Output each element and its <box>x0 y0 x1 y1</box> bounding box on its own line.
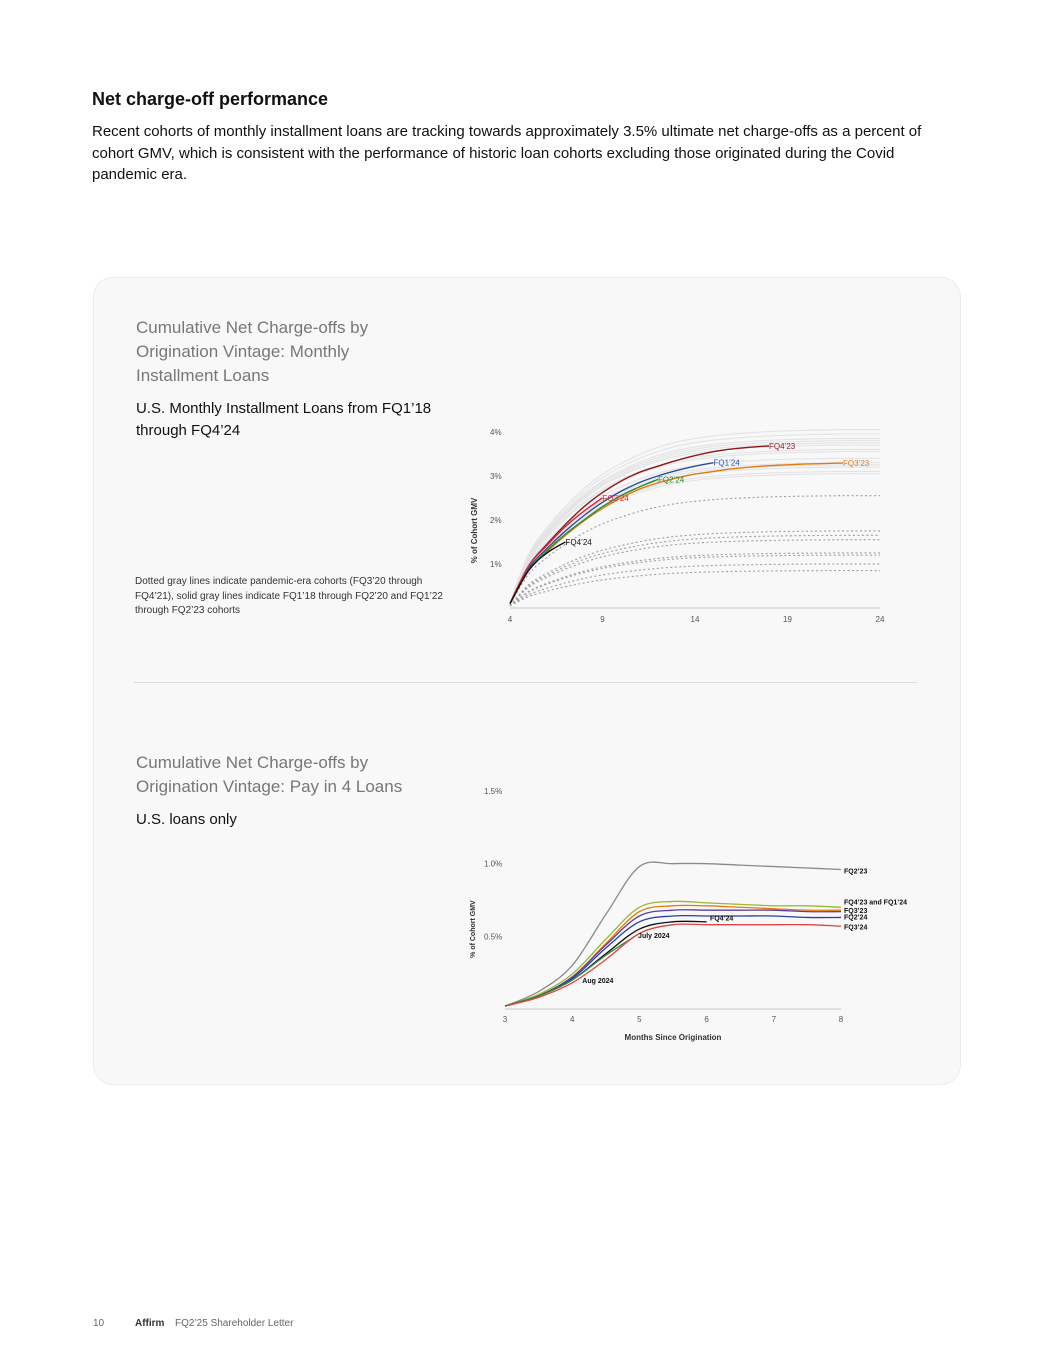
chart1-title: Cumulative Net Charge-offs by Origination Vintage: Monthly Installment Loans <box>136 318 369 385</box>
y-tick-label: 1.0% <box>484 859 503 869</box>
x-tick-label: 8 <box>838 1015 844 1024</box>
series-line-fq2-23 <box>505 862 841 1006</box>
y-tick-label: 0.5% <box>484 932 503 942</box>
x-tick-label: 3 <box>502 1015 508 1024</box>
series-label-fq423: FQ4’23 <box>769 441 796 451</box>
y-tick-label: 2% <box>490 515 502 525</box>
series-label-fq324: FQ3’24 <box>602 493 629 503</box>
chart-pay-in-4 <box>460 780 920 1050</box>
footer-doc-title: FQ2’25 Shareholder Letter <box>175 1318 294 1329</box>
x-tick-label: 14 <box>690 615 700 624</box>
series-label-fq224: FQ2’24 <box>658 475 685 485</box>
inline-label: July 2024 <box>638 932 670 940</box>
end-label: FQ3’23 <box>844 908 868 916</box>
end-label: FQ3’24 <box>844 924 868 932</box>
y-axis-label: % of Cohort GMV <box>470 900 477 958</box>
chart-divider <box>134 682 917 683</box>
y-tick-label: 3% <box>490 471 502 481</box>
background-cohort-dotted-line <box>510 555 880 606</box>
chart1-note: Dotted gray lines indicate pandemic-era cohorts (FQ3’20 through FQ4’21), solid gray lines indicate FQ1’18 through FQ2’20 and FQ1’22 through FQ2’23 cohorts <box>135 576 443 616</box>
x-tick-label: 6 <box>704 1015 709 1024</box>
page-number: 10 <box>93 1318 105 1329</box>
y-axis-label: % of Cohort GMV <box>470 497 479 564</box>
x-tick-label: 4 <box>569 1015 575 1024</box>
inline-label: Aug 2024 <box>582 977 614 985</box>
x-tick-label: 4 <box>507 615 513 624</box>
x-tick-label: 9 <box>600 615 605 624</box>
intro-paragraph: Recent cohorts of monthly installment loans are tracking towards approximately 3.5% ultimate net charge-offs as a percent of cohort GMV, which is consistent with the performance of historic loan cohorts excluding those originated during the Covid pandemic era. <box>92 123 922 183</box>
series-line-fq3-24 <box>505 916 841 1007</box>
x-tick-label: 19 <box>783 615 792 624</box>
background-cohort-dotted-line <box>510 553 880 606</box>
y-tick-label: 1% <box>490 559 502 569</box>
series-label-fq124: FQ1’24 <box>713 458 740 468</box>
end-label: FQ2’24 <box>844 914 868 922</box>
end-label: FQ4’23 and FQ1’24 <box>844 899 908 907</box>
end-label: FQ2’23 <box>844 868 868 876</box>
y-tick-label: 4% <box>490 427 502 437</box>
inline-label: FQ4’24 <box>709 915 734 923</box>
background-cohort-dotted-line <box>510 564 880 606</box>
chart2-subtitle: U.S. loans only <box>136 811 237 828</box>
x-axis-label: Months Since Origination <box>624 1033 722 1042</box>
series-label-fq323: FQ3’23 <box>843 459 870 469</box>
x-tick-label: 5 <box>637 1015 642 1024</box>
chart2-title: Cumulative Net Charge-offs by Origination Vintage: Pay in 4 Loans <box>136 753 403 796</box>
x-tick-label: 7 <box>771 1015 777 1024</box>
x-tick-label: 24 <box>875 615 885 624</box>
section-heading: Net charge-off performance <box>92 89 329 109</box>
chart1-subtitle: U.S. Monthly Installment Loans from FQ1’18 through FQ4’24 <box>136 400 432 439</box>
chart-monthly-installment <box>460 420 900 635</box>
series-label-fq424: FQ4’24 <box>565 537 592 547</box>
series-line-aug-2024 <box>505 924 841 1006</box>
footer-brand: Affirm <box>135 1318 165 1329</box>
series-line-july-2024 <box>505 933 639 1006</box>
y-tick-label: 1.5% <box>484 787 503 796</box>
background-cohort-dotted-line <box>510 571 880 606</box>
